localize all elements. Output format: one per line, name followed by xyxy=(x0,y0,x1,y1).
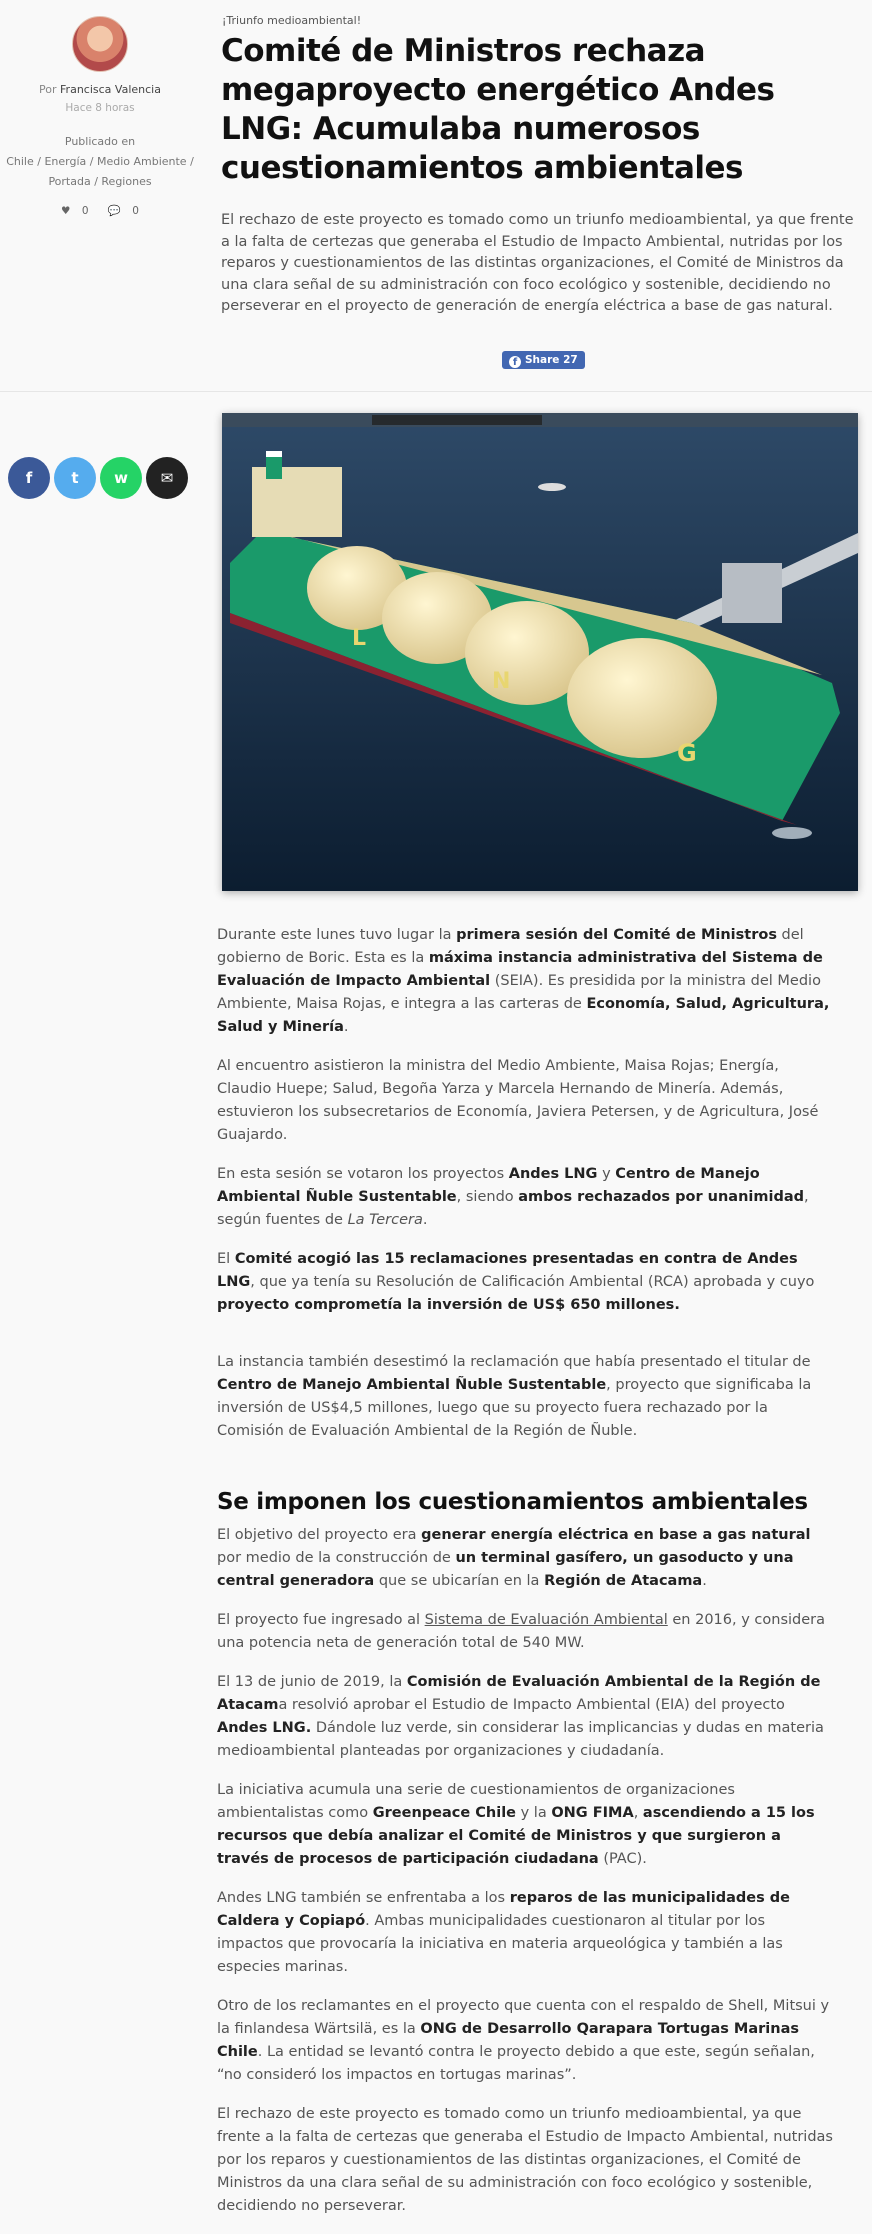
text-bold: ONG FIMA xyxy=(551,1805,634,1821)
text-bold: generar energía eléctrica en base a gas natural xyxy=(421,1527,811,1543)
hero-image-lng-ship xyxy=(222,413,858,891)
text: y la xyxy=(516,1805,552,1821)
like-count: 0 xyxy=(81,205,89,217)
text-bold: Comité acogió las 15 reclamaciones presentadas en contra de Andes LNG xyxy=(217,1251,798,1290)
whatsapp-share-circle[interactable] xyxy=(100,457,142,499)
section-heading: Se imponen los cuestionamientos ambientales xyxy=(217,1489,808,1515)
whatsapp-icon: w xyxy=(114,469,128,487)
text: (SEIA). Es presidida por la ministra del Medio Ambiente, Maisa Rojas, e integra a las carteras de xyxy=(217,973,821,1012)
text-bold: Greenpeace Chile xyxy=(372,1805,516,1821)
text-bold: máxima instancia administrativa del Sistema de Evaluación de Impacto Ambiental xyxy=(217,950,823,989)
text: La iniciativa acumula una serie de cuestionamientos de organizaciones ambientalistas como xyxy=(217,1782,735,1821)
text-bold: Economía, Salud, Agricultura, Salud y Minería xyxy=(217,996,830,1035)
heart-icon: ♥ xyxy=(61,205,71,217)
text: en 2016, y considera una potencia neta de generación total de 540 MW. xyxy=(217,1612,825,1651)
twitter-share-circle[interactable] xyxy=(54,457,96,499)
text: El xyxy=(217,1251,235,1267)
text: . xyxy=(422,1212,428,1228)
by-prefix: Por xyxy=(39,83,57,96)
text-italic: La Tercera xyxy=(347,1212,423,1228)
text: El proyecto fue ingresado al xyxy=(217,1612,425,1628)
text: , xyxy=(633,1805,643,1821)
author-name-link[interactable]: Francisca Valencia xyxy=(60,83,161,96)
author-avatar[interactable] xyxy=(72,16,128,72)
hull-letter-l: L xyxy=(352,626,367,651)
article-kicker: ¡Triunfo medioambiental! xyxy=(222,14,362,27)
text-bold: ascendiendo a 15 los recursos que debía analizar el Comité de Ministros y que surgieron a través de procesos de participación ciudadana xyxy=(217,1805,815,1867)
text: . xyxy=(702,1573,707,1589)
text-bold: Andes LNG. xyxy=(217,1720,312,1736)
text: (PAC). xyxy=(598,1851,647,1867)
text: . xyxy=(343,1019,349,1035)
text: El 13 de junio de 2019, la xyxy=(217,1674,407,1690)
paragraph-10 xyxy=(217,1887,835,1979)
share-label: Share 27 xyxy=(525,354,578,366)
facebook-share-button[interactable] xyxy=(502,351,585,369)
published-label: Publicado en xyxy=(64,135,136,148)
seia-link[interactable]: Sistema de Evaluación Ambiental xyxy=(424,1612,668,1628)
category-links-line1[interactable]: Chile / Energía / Medio Ambiente / xyxy=(6,155,194,168)
facebook-icon: f xyxy=(25,469,33,487)
text-bold: Comisión de Evaluación Ambiental de la Región de Atacam xyxy=(217,1674,821,1713)
email-share-circle[interactable] xyxy=(146,457,188,499)
text-bold: ambos rechazados por unanimidad xyxy=(518,1189,804,1205)
text: Durante este lunes tuvo lugar la xyxy=(217,927,457,943)
like-counter[interactable] xyxy=(57,205,92,217)
lng-ship-illustration xyxy=(222,413,858,891)
paragraph-6 xyxy=(217,1524,835,1593)
header-divider xyxy=(0,391,872,392)
text: Otro de los reclamantes en el proyecto que cuenta con el respaldo de Shell, Mitsui y la finlandesa Wärtsilä, es la xyxy=(217,1998,830,2037)
comment-counter[interactable] xyxy=(104,205,143,217)
paragraph-8 xyxy=(217,1671,835,1763)
paragraph-2: Al encuentro asistieron la ministra del Medio Ambiente, Maisa Rojas; Energía, Claudio Huepe; Salud, Begoña Yarza y Marcela Hernando de Minería. Además, estuvieron los subsecretarios de Economía, Javiera Petersen, y de Agricultura, José Guajardo. xyxy=(217,1058,819,1143)
text-bold: Región de Atacama xyxy=(544,1573,703,1589)
text-bold: Centro de Manejo Ambiental Ñuble Sustentable xyxy=(217,1377,607,1393)
text-bold: Centro de Manejo Ambiental Ñuble Sustentable xyxy=(217,1166,760,1205)
paragraph-4 xyxy=(217,1248,835,1317)
article-lead: El rechazo de este proyecto es tomado como un triunfo medioambiental, ya que frente a la falta de certezas que generaba el Estudio de Impacto Ambiental, nutridas por los reparos y cuestionamientos de las distintas organizaciones, el Comité de Ministros da una clara señal de su administración con foco ecológico y sostenible, decidiendo no perseverar en el proyecto de generación de energía eléctrica a base de gas natural. xyxy=(221,212,854,314)
text: , que ya tenía su Resolución de Calificación Ambiental (RCA) aprobada y cuyo xyxy=(250,1274,815,1290)
text: , según fuentes de xyxy=(217,1189,809,1228)
published-in xyxy=(0,132,200,192)
author-byline xyxy=(0,83,200,96)
text: a resolvió aprobar el Estudio de Impacto Ambiental (EIA) del proyecto xyxy=(278,1697,785,1713)
facebook-icon: f xyxy=(509,356,521,368)
paragraph-3 xyxy=(217,1163,835,1232)
paragraph-1 xyxy=(217,924,835,1039)
comment-count: 0 xyxy=(132,205,139,217)
post-counts xyxy=(0,204,200,217)
article-title: Comité de Ministros rechaza megaproyecto energético Andes LNG: Acumulaba numerosos cuestionamientos ambientales xyxy=(221,33,775,186)
text: Andes LNG también se enfrentaba a los xyxy=(217,1890,510,1906)
email-icon: ✉ xyxy=(160,469,174,487)
text: y xyxy=(597,1166,616,1182)
comment-icon: 💬 xyxy=(107,205,121,217)
text: . Ambas municipalidades cuestionaron al titular por los impactos que provocaría la iniciativa en materia arqueológica y también a las especies marinas. xyxy=(217,1913,783,1975)
text-bold: proyecto comprometía la inversión de US$ 650 millones. xyxy=(217,1297,680,1313)
text: por medio de la construcción de xyxy=(217,1550,456,1566)
text: , siendo xyxy=(456,1189,519,1205)
hull-letter-n: N xyxy=(492,669,511,694)
text: . La entidad se levantó contra le proyecto debido a que este, según señalan, “no consideró los impactos en tortugas marinas”. xyxy=(217,2044,815,2083)
facebook-share-circle[interactable] xyxy=(8,457,50,499)
hull-letter-g: G xyxy=(677,739,697,767)
text: La instancia también desestimó la reclamación que había presentado el titular de xyxy=(217,1354,811,1370)
text: que se ubicarían en la xyxy=(374,1573,545,1589)
post-time: Hace 8 horas xyxy=(65,102,135,114)
text: Dándole luz verde, sin considerar las implicancias y dudas en materia medioambiental planteadas por organizaciones y ciudadanía. xyxy=(217,1720,824,1759)
text-bold: Andes LNG xyxy=(508,1166,598,1182)
paragraph-7 xyxy=(217,1609,835,1655)
text-bold: reparos de las municipalidades de Caldera y Copiapó xyxy=(217,1890,791,1929)
paragraph-12: El rechazo de este proyecto es tomado como un triunfo medioambiental, ya que frente a la falta de certezas que generaba el Estudio de Impacto Ambiental, nutridas por los reparos y cuestionamientos de las distintas organizaciones, el Comité de Ministros da una clara señal de su administración con foco ecológico y sostenible, decidiendo no perseverar. xyxy=(217,2106,833,2214)
text-bold: primera sesión del Comité de Ministros xyxy=(456,927,777,943)
category-links-line2[interactable]: Portada / Regiones xyxy=(48,175,152,188)
author-sidebar xyxy=(0,0,200,217)
paragraph-11 xyxy=(217,1995,835,2087)
text: El objetivo del proyecto era xyxy=(217,1527,422,1543)
text-bold: ONG de Desarrollo Qarapara Tortugas Marinas Chile xyxy=(217,2021,800,2060)
text: del gobierno de Boric. Esta es la xyxy=(217,927,804,966)
text: , proyecto que significaba la inversión de US$4,5 millones, luego que su proyecto fuera rechazado por la Comisión de Evaluación Ambiental de la Región de Ñuble. xyxy=(217,1377,812,1439)
paragraph-5 xyxy=(217,1351,835,1443)
text-bold: un terminal gasífero, un gasoducto y una central generadora xyxy=(217,1550,794,1589)
twitter-icon: t xyxy=(71,469,79,487)
article-body xyxy=(217,924,835,2234)
text: En esta sesión se votaron los proyectos xyxy=(217,1166,509,1182)
paragraph-9 xyxy=(217,1779,835,1871)
